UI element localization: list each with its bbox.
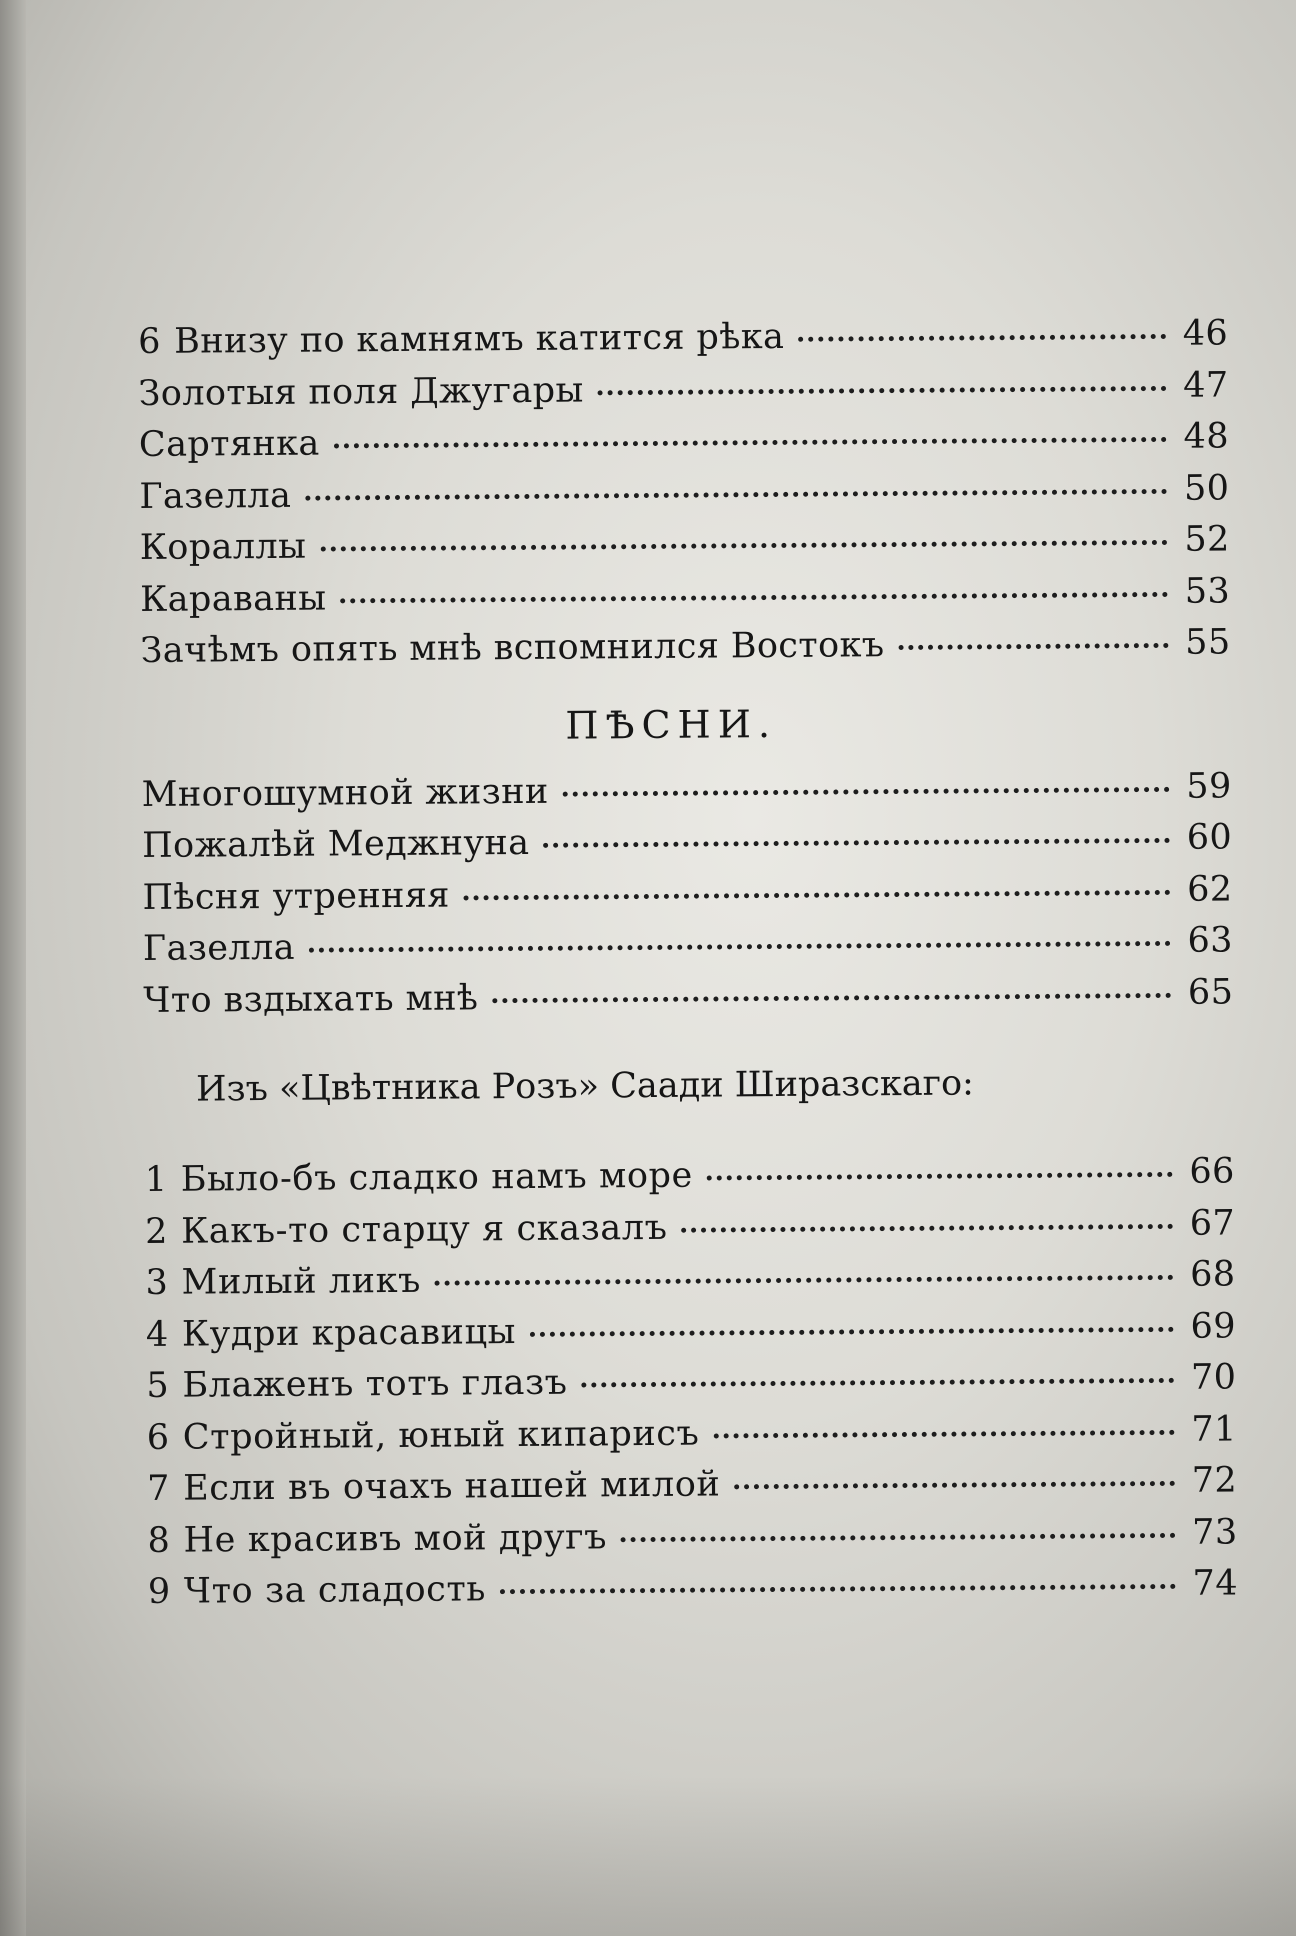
entry-title: Было-бъ сладко намъ море (180, 1155, 694, 1200)
entry-page: 47 (1183, 364, 1229, 406)
dot-leader (464, 889, 1171, 900)
entry-page: 72 (1191, 1460, 1238, 1501)
toc-entry (140, 571, 1230, 631)
dot-leader (582, 1378, 1175, 1388)
entry-title: Внизу по камнямъ катится рѣка (173, 316, 785, 362)
dot-leader (340, 591, 1168, 603)
dot-leader (435, 1275, 1174, 1286)
toc-entry (139, 468, 1229, 528)
toc-entry (138, 365, 1228, 425)
dot-leader (530, 1326, 1174, 1336)
toc-entry (145, 1203, 1235, 1263)
entry-page: 70 (1190, 1357, 1237, 1398)
entry-title: Газелла (139, 475, 292, 517)
entry-title: Стройный, юный кипарисъ (182, 1413, 700, 1458)
toc-entry (140, 622, 1230, 682)
entry-page: 59 (1186, 765, 1232, 807)
dot-leader (500, 1584, 1176, 1594)
toc-group-first (138, 313, 1231, 682)
entry-number: 1 (144, 1159, 168, 1200)
entry-number: 7 (147, 1468, 170, 1509)
entry-page: 62 (1186, 868, 1233, 910)
entry-title: Сартянка (138, 423, 320, 465)
entry-title: Если въ очахъ нашей милой (183, 1464, 721, 1509)
entry-page: 74 (1192, 1563, 1239, 1604)
entry-page: 66 (1189, 1151, 1235, 1192)
dot-leader (899, 643, 1169, 650)
entry-page: 52 (1184, 519, 1230, 560)
toc-entry (142, 817, 1232, 877)
toc-entry (147, 1512, 1237, 1572)
dot-leader (309, 941, 1171, 953)
toc-entry (138, 313, 1228, 373)
entry-page: 55 (1185, 622, 1231, 663)
toc-entry (142, 766, 1232, 826)
dot-leader (563, 786, 1170, 796)
entry-number: 8 (147, 1520, 171, 1561)
entry-title: Милый ликъ (181, 1260, 422, 1303)
entry-title: Караваны (140, 578, 327, 620)
subsection-heading: Изъ «Цвѣтника Розъ» Саади Ширазскаго: (195, 1063, 975, 1110)
page-shadow (0, 1776, 1296, 1936)
entry-page: 50 (1183, 467, 1230, 509)
entry-title: Что вздыхать мнѣ (143, 977, 479, 1021)
toc-entry (147, 1460, 1237, 1520)
dot-leader (621, 1532, 1176, 1541)
toc-entry (146, 1306, 1236, 1366)
toc-entry (142, 869, 1232, 929)
entry-page: 60 (1186, 817, 1233, 858)
dot-leader (305, 488, 1167, 500)
entry-page: 63 (1187, 920, 1234, 961)
entry-number: 9 (147, 1571, 171, 1612)
entry-title: Пѣсня утренняя (142, 875, 450, 918)
toc-entry (148, 1563, 1238, 1623)
entry-title: Кудри красавицы (181, 1311, 517, 1355)
entry-title: Пожалѣй Меджнуна (141, 822, 530, 866)
toc-entry (143, 972, 1233, 1032)
dot-leader (681, 1223, 1173, 1232)
entry-title: Кораллы (139, 526, 307, 568)
toc-entry (145, 1151, 1235, 1211)
entry-page: 48 (1183, 416, 1230, 457)
dot-leader (543, 838, 1170, 848)
toc-entry (139, 416, 1229, 476)
entry-number: 4 (145, 1314, 169, 1355)
entry-title: Многошумной жизни (141, 771, 549, 815)
dot-leader (320, 540, 1167, 552)
entry-page: 69 (1190, 1305, 1237, 1347)
entry-title: Что за сладость (183, 1569, 487, 1612)
toc-entry (143, 920, 1233, 980)
entry-title: Золотыя поля Джугары (138, 370, 584, 414)
table-of-contents (138, 313, 1238, 1623)
toc-group-songs (142, 766, 1234, 1032)
entry-number: 3 (145, 1262, 169, 1303)
entry-title: Блаженъ тотъ глазъ (182, 1362, 568, 1406)
dot-leader (334, 437, 1167, 449)
entry-page: 68 (1190, 1254, 1236, 1295)
dot-leader (598, 385, 1167, 394)
entry-page: 46 (1182, 313, 1229, 354)
entry-number: 6 (146, 1417, 170, 1458)
dot-leader (492, 992, 1171, 1002)
entry-number: 5 (146, 1365, 170, 1406)
entry-title: Какъ-то старцу я сказалъ (180, 1207, 668, 1252)
toc-entry (140, 519, 1230, 579)
entry-title: Зачѣмъ опять мнѣ вспомнился Востокъ (140, 625, 885, 671)
dot-leader (734, 1481, 1175, 1489)
entry-page: 67 (1189, 1202, 1236, 1244)
toc-group-saadi (145, 1151, 1239, 1623)
dot-leader (713, 1429, 1174, 1438)
section-heading: ПѢСНИ. (565, 701, 778, 748)
dot-leader (707, 1172, 1173, 1181)
dot-leader (798, 334, 1166, 342)
entry-title: Газелла (142, 927, 296, 969)
toc-entry (146, 1357, 1236, 1417)
entry-page: 65 (1187, 971, 1234, 1013)
toc-entry (147, 1409, 1237, 1469)
toc-entry (145, 1254, 1235, 1314)
entry-page: 53 (1184, 570, 1231, 612)
entry-page: 71 (1191, 1408, 1237, 1450)
entry-number: 2 (144, 1211, 168, 1252)
page-edge (0, 0, 26, 1936)
entry-title: Не красивъ мой другъ (183, 1516, 608, 1561)
entry-page: 73 (1192, 1511, 1238, 1553)
entry-number: 6 (138, 321, 161, 362)
